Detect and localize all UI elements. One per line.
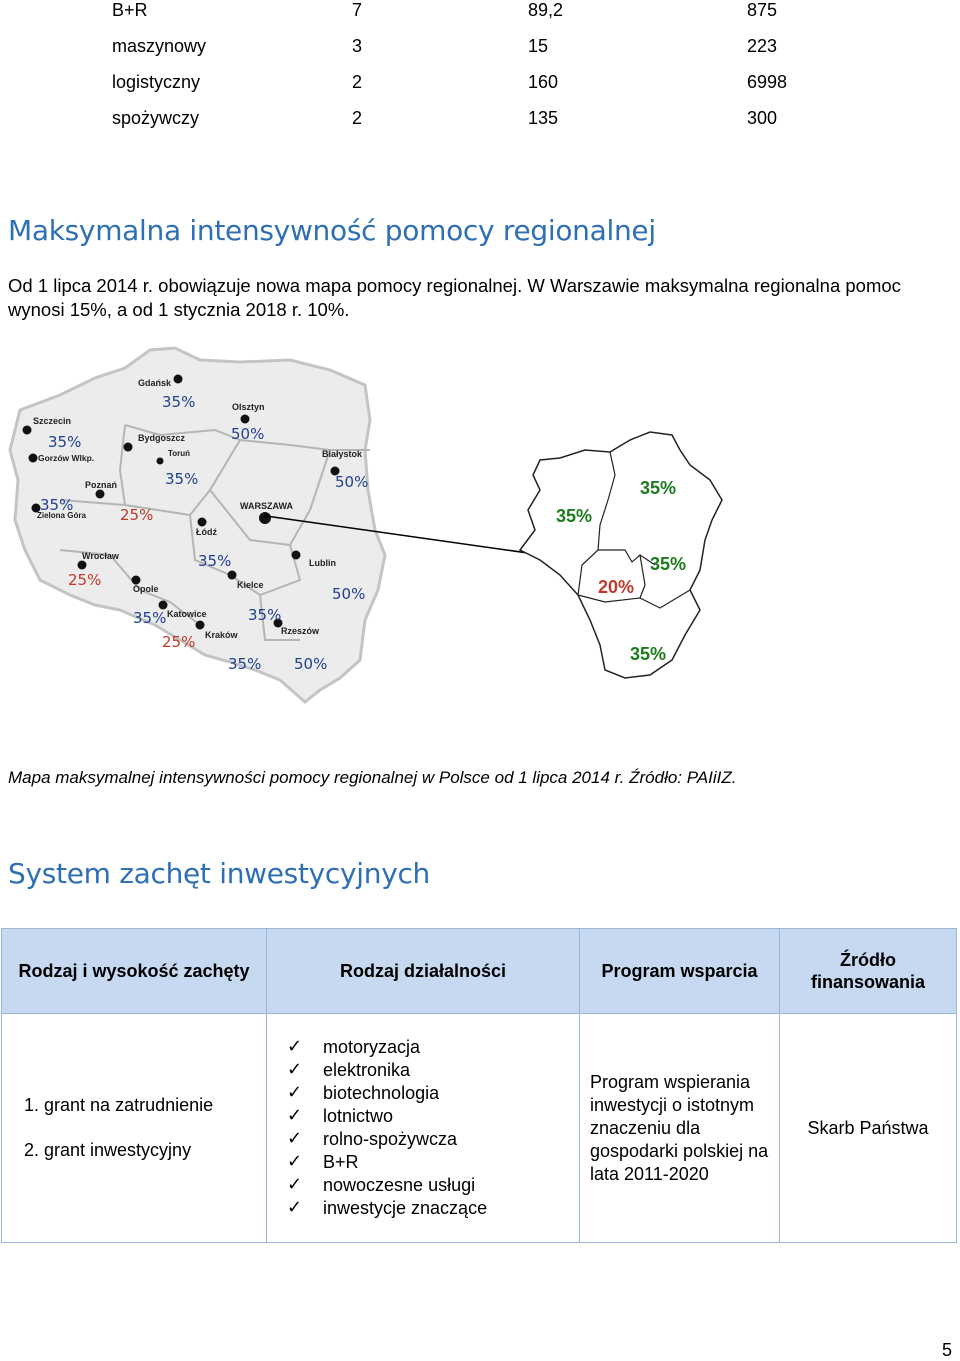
city-marker xyxy=(228,571,237,580)
city-label: Gorzów Wlkp. xyxy=(38,453,95,463)
checkmark-icon: ✓ xyxy=(287,1082,303,1102)
aid-label: 50% xyxy=(332,585,366,603)
table-header-row xyxy=(2,929,957,1014)
city-marker xyxy=(241,415,250,424)
regional-aid-map xyxy=(0,340,960,720)
city-label: WARSZAWA xyxy=(240,501,293,511)
activity-label: lotnictwo xyxy=(323,1106,394,1126)
city-label: Bydgoszcz xyxy=(138,433,186,443)
aid-label: 35% xyxy=(650,554,687,574)
map-caption: Mapa maksymalnej intensywności pomocy regionalnej w Polsce od 1 lipca 2014 r. Źródło: PAIiIZ. xyxy=(8,768,737,787)
aid-label: 25% xyxy=(120,506,154,524)
funding-source-cell: Skarb Państwa xyxy=(780,1014,957,1243)
city-marker xyxy=(96,490,105,499)
regional-aid-paragraph: Od 1 lipca 2014 r. obowiązuje nowa mapa pomocy regionalnej. W Warszawie maksymalna regionalna pomoc wynosi 15%, a od 1 stycznia 2018 r. 10%. xyxy=(8,275,901,320)
table-cell: 15 xyxy=(528,36,549,56)
aid-label: 50% xyxy=(335,473,369,491)
city-label: Zielona Góra xyxy=(37,511,86,520)
city-marker xyxy=(196,621,205,630)
table-cell: 6998 xyxy=(747,72,788,92)
aid-label: 35% xyxy=(228,655,262,673)
city-marker xyxy=(29,454,38,463)
list-item xyxy=(287,1174,569,1197)
city-label: Łódź xyxy=(196,527,217,537)
city-marker xyxy=(198,518,207,527)
grant-item: 1. grant na zatrudnienie xyxy=(24,1095,214,1115)
checkmark-icon: ✓ xyxy=(287,1197,303,1217)
activity-label: motoryzacja xyxy=(323,1037,421,1057)
aid-label: 50% xyxy=(231,425,265,443)
city-label: Lublin xyxy=(309,558,336,568)
city-label: Katowice xyxy=(167,609,207,619)
table-cell: 3 xyxy=(352,36,363,56)
list-item xyxy=(287,1128,569,1151)
table-cell: 875 xyxy=(747,0,778,20)
top-table-row xyxy=(0,72,960,108)
aid-label: 35% xyxy=(165,470,199,488)
top-table-row xyxy=(0,36,960,72)
column-header: Rodzaj działalności xyxy=(267,929,580,1014)
section-heading-regional-aid: Maksymalna intensywność pomocy regionalnej xyxy=(8,214,656,247)
column-header: Źródło finansowania xyxy=(780,929,957,1014)
table-cell: maszynowy xyxy=(112,36,207,56)
table-cell: 300 xyxy=(747,108,778,128)
column-header: Rodzaj i wysokość zachęty xyxy=(2,929,267,1014)
aid-label: 25% xyxy=(68,571,102,589)
table-cell: 89,2 xyxy=(528,0,564,20)
incentives-table xyxy=(1,928,957,1243)
activity-label: biotechnologia xyxy=(323,1083,440,1103)
activity-label: nowoczesne usługi xyxy=(323,1175,476,1195)
aid-label: 35% xyxy=(133,609,167,627)
activity-label: B+R xyxy=(323,1152,359,1172)
section-heading-incentives: System zachęt inwestycyjnych xyxy=(8,857,431,890)
table-cell: 7 xyxy=(352,0,363,20)
top-table-row xyxy=(0,108,960,144)
table-row xyxy=(2,1014,957,1243)
city-marker xyxy=(23,426,32,435)
city-marker xyxy=(157,458,164,465)
aid-label: 35% xyxy=(40,496,74,514)
activities-cell xyxy=(267,1014,580,1243)
city-marker xyxy=(78,561,87,570)
table-cell: B+R xyxy=(112,0,148,20)
city-label: Rzeszów xyxy=(281,626,320,636)
list-item xyxy=(287,1105,569,1128)
top-table-row xyxy=(0,0,960,36)
aid-label: 35% xyxy=(248,606,282,624)
city-marker xyxy=(124,443,133,452)
page-number: 5 xyxy=(941,1340,952,1360)
activity-label: rolno-spożywcza xyxy=(323,1129,458,1149)
table-cell: 223 xyxy=(747,36,778,56)
checkmark-icon: ✓ xyxy=(287,1059,303,1079)
city-label: Kielce xyxy=(237,580,264,590)
city-label: Wrocław xyxy=(82,551,119,561)
checkmark-icon: ✓ xyxy=(287,1174,303,1194)
checkmark-icon: ✓ xyxy=(287,1128,303,1148)
list-item xyxy=(287,1151,569,1174)
mazowsze-outline xyxy=(520,432,722,678)
aid-label: 35% xyxy=(162,393,196,411)
table-cell: 160 xyxy=(528,72,559,92)
city-label: Gdańsk xyxy=(138,378,172,388)
activity-label: elektronika xyxy=(323,1060,411,1080)
grant-types-cell xyxy=(2,1014,267,1243)
city-marker xyxy=(174,375,183,384)
aid-label: 35% xyxy=(630,644,667,664)
grant-item: 2. grant inwestycyjny xyxy=(24,1140,192,1160)
table-cell: spożywczy xyxy=(112,108,200,128)
table-cell: 135 xyxy=(528,108,559,128)
city-label: Kraków xyxy=(205,630,238,640)
aid-label: 35% xyxy=(48,433,82,451)
city-label: Olsztyn xyxy=(232,402,265,412)
column-header: Program wsparcia xyxy=(580,929,780,1014)
aid-label: 20% xyxy=(598,577,635,597)
aid-label: 50% xyxy=(294,655,328,673)
aid-label: 25% xyxy=(162,633,196,651)
city-label: Toruń xyxy=(168,449,191,458)
list-item xyxy=(287,1197,569,1220)
list-item xyxy=(287,1082,569,1105)
list-item xyxy=(287,1059,569,1082)
city-label: Białystok xyxy=(322,449,363,459)
list-item xyxy=(287,1036,569,1059)
city-marker xyxy=(292,551,301,560)
table-cell: 2 xyxy=(352,72,363,92)
activity-label: inwestycje znaczące xyxy=(323,1198,488,1218)
table-cell: logistyczny xyxy=(112,72,201,92)
city-label: Szczecin xyxy=(33,416,72,426)
city-label: Poznań xyxy=(85,480,118,490)
aid-label: 35% xyxy=(640,478,677,498)
city-label: Opole xyxy=(133,584,159,594)
table-cell: 2 xyxy=(352,108,363,128)
checkmark-icon: ✓ xyxy=(287,1151,303,1171)
program-cell: Program wspierania inwestycji o istotnym znaczeniu dla gospodarki polskiej na lata 2011-2020 xyxy=(580,1014,780,1243)
aid-label: 35% xyxy=(198,552,232,570)
checkmark-icon: ✓ xyxy=(287,1036,303,1056)
mazowsze-map xyxy=(520,432,722,678)
activities-list xyxy=(277,1036,569,1220)
aid-label: 35% xyxy=(556,506,593,526)
checkmark-icon: ✓ xyxy=(287,1105,303,1125)
